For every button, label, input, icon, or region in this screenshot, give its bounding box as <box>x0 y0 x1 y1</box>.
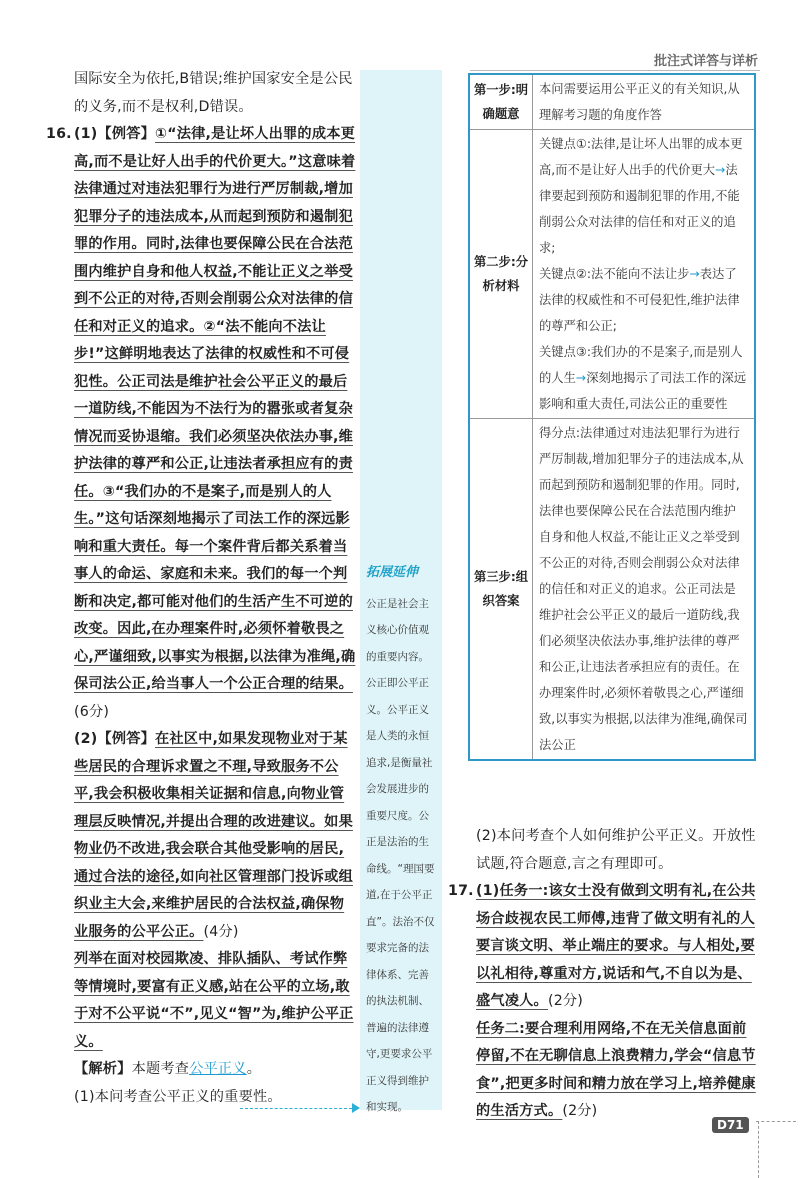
key-point-3 <box>539 339 748 417</box>
q16-sub2-analysis: (2)本问考查个人如何维护公平正义。开放性试题,符合题意,言之有理即可。 <box>476 828 756 872</box>
q17-task1-text: (1)任务一:该女士没有做到文明有礼,在公共场合歧视农民工师傅,违背了做文明有礼的人要言谈文明、举止端庄的要求。与人相处,要以礼相待,尊重对方,说话和气,不自以为是、盛气凌人。 <box>476 883 756 1009</box>
step-3-content: 得分点:法律通过对违法犯罪行为进行严厉制裁,增加犯罪分子的违法成本,从而起到预防和遏制犯罪的作用。同时,法律也要保障公民在合法范围内维护自身和他人权益,不能让正义之举受到不公正的对待,否则会削弱公众对法律的信任和对正义的追求。公正司法是维护社会公平正义的最后一道防线,我们必须坚决依法办事,维护法律的尊严和公正,让违法者承担应有的责任。在办理案件时,必须怀着敬畏之心,严谨细致,以事实为根据,以法律为准绳,确保司法公正 <box>533 419 756 761</box>
analysis-keyword: 公平正义 <box>189 1061 247 1077</box>
step-1-content: 本问需要运用公平正义的有关知识,从理解考习题的角度作答 <box>533 74 756 130</box>
key-point-1-pre: 关键点①:法律,是让坏人出罪的成本更高,而不是让好人出手的代价更大 <box>539 137 743 177</box>
right-arrow-icon: → <box>715 163 726 177</box>
q17-task1-score: (2分) <box>547 993 584 1009</box>
analysis-label: 【解析】 <box>74 1061 132 1077</box>
step-row-1 <box>469 74 755 130</box>
q16-part1-text: ①“法律,是让坏人出罪的成本更高,而不是让好人出手的代价更大。”这意味着法律通过对违法犯罪行为进行严厉制裁,增加犯罪分子的违法成本,从而起到预防和遏制犯罪的作用。同时,法律也要保障公民在合法范围内维护自身和他人权益,不能让正义之举受到不公正的对待,否则会削弱公众对法律的信任和对正义的追求。②“法不能向不法让步!”这鲜明地表达了法律的权威性和不可侵犯性。公正司法是维护社会公平正义的最后一道防线,不能因为不法行为的嚣张或者复杂情况而妥协退缩。我们必须坚决依法办事,维护法律的尊严和公正,让违法者承担应有的责任。③“我们办的不是案子,而是别人的人生。”这句话深刻地揭示了司法工作的深远影响和重大责任。每一个案件背后都关系着当事人的命运、家庭和未来。我们的每一个判断和决定,都可能对他们的生活产生不可逆的改变。因此,在办理案件时,必须怀着敬畏之心,严谨细致,以事实为根据,以法律为准绳,确保司法公正,给当事人一个公正合理的结果。 <box>74 126 356 692</box>
q16-analysis <box>46 1056 358 1084</box>
step-row-2 <box>469 130 755 419</box>
extension-title: 拓展延伸 <box>366 565 419 580</box>
q16-part1-label: (1)【例答】 <box>74 126 155 142</box>
header-divider <box>470 70 760 71</box>
q16-part2-extra: 列举在面对校园欺凌、排队插队、考试作弊等情境时,要富有正义感,站在公平的立场,敢于对不公平说“不”,见义“智”为,维护公平正义。 <box>74 951 354 1050</box>
left-column <box>46 66 358 1111</box>
key-point-2-post: 表达了法律的权威性和不可侵犯性,维护法律的尊严和公正; <box>539 267 740 333</box>
key-point-3-pre: 关键点③:我们办的不是案子,而是别人的人生 <box>539 345 743 385</box>
q16-part1 <box>46 121 358 726</box>
q16-part2-label: (2)【例答】 <box>74 731 155 747</box>
q16-part2-score: (4分) <box>203 923 239 940</box>
extension-connector-line <box>240 1108 352 1109</box>
extension-text: 公正是社会主义核心价值观的重要内容。公正即公平正义。公平正义是人类的永恒追求,是衡量社会发展进步的重要尺度。公正是法治的生命线。“理国要道,在于公平正直”。法治不仅要求完备的法律体系、完善的执法机制、普遍的法律遵守,更要求公平正义得到维护和实现。 <box>366 597 435 1113</box>
step-2-label: 第二步:分析材料 <box>469 130 533 419</box>
q17-task2-text: 任务二:要合理利用网络,不在无关信息面前停留,不在无聊信息上浪费精力,学会“信息节食”,把更多时间和精力放在学习上,培养健康的生活方式。 <box>476 1020 756 1119</box>
intro-line-2: 的义务,而不是权利,D错误。 <box>74 98 253 115</box>
key-point-2 <box>539 261 748 339</box>
q16-part2-text: 在社区中,如果发现物业对于某些居民的合理诉求置之不理,导致服务不公平,我会积极收集相关证据和信息,向物业管理层反映情况,并提出合理的改进建议。如果物业仍不改进,我会联合其他受影响的居民,通过合法的途径,如向社区管理部门投诉或组织业主大会,来维护居民的合法权益,确保物业服务的公平公正。 <box>74 731 353 940</box>
intro-line-1: 国际安全为依托,B错误;维护国家安全是公民 <box>74 71 353 87</box>
right-arrow-icon: → <box>689 267 700 281</box>
key-point-1-post: 法律要起到预防和遏制犯罪的作用,不能削弱公众对法律的信任和对正义的追求; <box>539 163 740 255</box>
key-point-3-post: 深刻地揭示了司法工作的深远影响和重大责任,司法公正的重要性 <box>539 371 747 411</box>
step-row-3 <box>469 419 755 761</box>
extension-arrow-icon <box>352 1103 360 1113</box>
key-point-2-pre: 关键点②:法不能向不法让步 <box>539 267 690 281</box>
q16-part2 <box>46 726 358 946</box>
page-header-title: 批注式详答与详析 <box>653 54 758 69</box>
q17-task1 <box>448 878 760 1016</box>
corner-decoration-vertical <box>758 1121 759 1178</box>
analysis-text-pre: 本题考查 <box>131 1061 190 1077</box>
corner-decoration <box>756 1121 796 1122</box>
q16-part1-score: (6分) <box>74 703 110 720</box>
right-column <box>448 823 760 1126</box>
right-arrow-icon: → <box>575 371 587 385</box>
extension-box <box>366 560 438 1121</box>
q17-number: 17. <box>448 883 474 899</box>
key-point-1 <box>539 131 748 261</box>
q16-number: 16. <box>46 126 72 142</box>
steps-table <box>468 73 756 761</box>
q17-task2-score: (2分) <box>562 1103 598 1119</box>
analysis-sub1: (1)本问考查公平正义的重要性。 <box>74 1088 282 1105</box>
page-number: D71 <box>712 1117 749 1133</box>
q17-task2 <box>448 1016 760 1126</box>
step-2-content <box>533 130 756 419</box>
analysis-text-post: 。 <box>246 1061 262 1077</box>
step-1-label: 第一步:明确题意 <box>469 74 533 130</box>
step-3-label: 第三步:组织答案 <box>469 419 533 761</box>
